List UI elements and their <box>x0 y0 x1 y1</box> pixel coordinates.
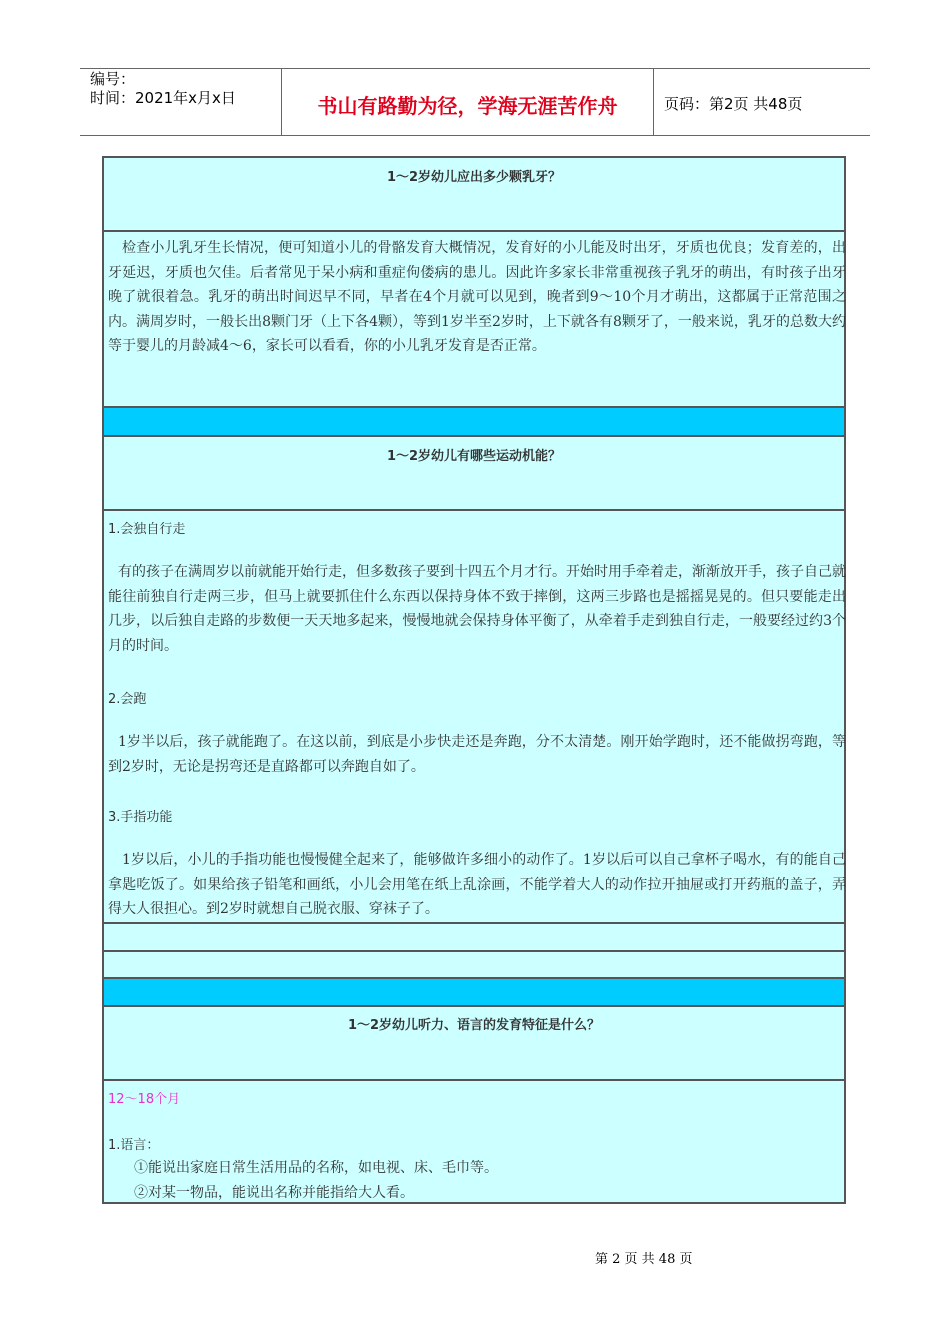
date-line: 时间：2021年x月x日 <box>90 89 236 107</box>
row-divider <box>104 435 844 437</box>
row-divider <box>104 922 844 924</box>
section-paragraph: 1岁半以后，孩子就能跑了。在这以前，到底是小步快走还是奔跑，分不太清楚。刚开始学跑时，还不能做拐弯跑，等到2岁时，无论是拐弯还是直路都可以奔跑自如了。 <box>108 734 846 775</box>
section-paragraph: 1岁以后，小儿的手指功能也慢慢健全起来了，能够做许多细小的动作了。1岁以后可以自己拿杯子喝水，有的能自己拿匙吃饭了。如果给孩子铅笔和画纸，小儿会用笔在纸上乱涂画，不能学着大人的动作拉开抽屉或打开药瓶的盖子，弄得大人很担心。到2岁时就想自己脱衣服、穿袜子了。 <box>108 852 846 917</box>
subheading: 3.手指功能 <box>108 810 173 825</box>
header-meta <box>90 70 236 108</box>
content-table <box>102 156 846 1204</box>
header-top-rule <box>80 68 870 69</box>
subheading: 2.会跑 <box>108 692 147 707</box>
list-item: ②对某一物品，能说出名称并能指给大人看。 <box>134 1185 414 1201</box>
row-divider <box>104 1079 844 1081</box>
serial-label: 编号： <box>90 70 136 88</box>
row-divider <box>104 230 844 232</box>
subheading: 1.会独自行走 <box>108 522 186 537</box>
section-band <box>104 979 844 1005</box>
section-title: 1～2岁幼儿有哪些运动机能？ <box>386 449 562 464</box>
header-bottom-rule <box>80 135 870 136</box>
section-title: 1～2岁幼儿应出多少颗乳牙？ <box>386 170 562 185</box>
section-paragraph: 检查小儿乳牙生长情况，便可知道小儿的骨骼发育大概情况，发育好的小儿能及时出牙，牙质也优良；发育差的，出牙延迟，牙质也欠佳。后者常见于呆小病和重症佝偻病的患儿。因此许多家长非常重视孩子乳牙的萌出，有时孩子出牙晚了就很着急。乳牙的萌出时间迟早不同，早者在4个月就可以见到，晚者到9～10个月才萌出，这都属于正常范围之内。满周岁时，一般长出8颗门牙（上下各4颗），等到1岁半至2岁时，上下就各有8颗牙了，一般来说，乳牙的总数大约等于婴儿的月龄减4～6，家长可以看看，你的小儿乳牙发育是否正常。 <box>108 240 846 354</box>
list-item: ①能说出家庭日常生活用品的名称，如电视、床、毛巾等。 <box>134 1160 498 1176</box>
row-divider <box>104 509 844 511</box>
row-divider <box>104 950 844 952</box>
age-range-label: 12～18个月 <box>108 1092 181 1107</box>
section-band <box>104 408 844 435</box>
page-footer: 第 2 页 共 48 页 <box>595 1252 693 1267</box>
section-paragraph: 有的孩子在满周岁以前就能开始行走，但多数孩子要到十四五个月才行。开始时用手牵着走，渐渐放开手，孩子自己就能往前独自行走两三步，但马上就要抓住什么东西以保持身体不致于摔倒，这两三步路也是摇摇晃晃的。但只要能走出几步，以后独自走路的步数便一天天地多起来，慢慢地就会保持身体平衡了，从牵着手走到独自行走，一般要经过约3个月的时间。 <box>108 564 846 654</box>
row-divider <box>104 1005 844 1007</box>
header-page-info: 页码：第2页 共48页 <box>664 95 803 113</box>
header-motto: 书山有路勤为径，学海无涯苦作舟 <box>317 94 618 118</box>
subheading: 1.语言： <box>108 1138 160 1153</box>
section-title: 1～2岁幼儿听力、语言的发育特征是什么？ <box>347 1018 601 1033</box>
header-divider <box>653 68 654 135</box>
